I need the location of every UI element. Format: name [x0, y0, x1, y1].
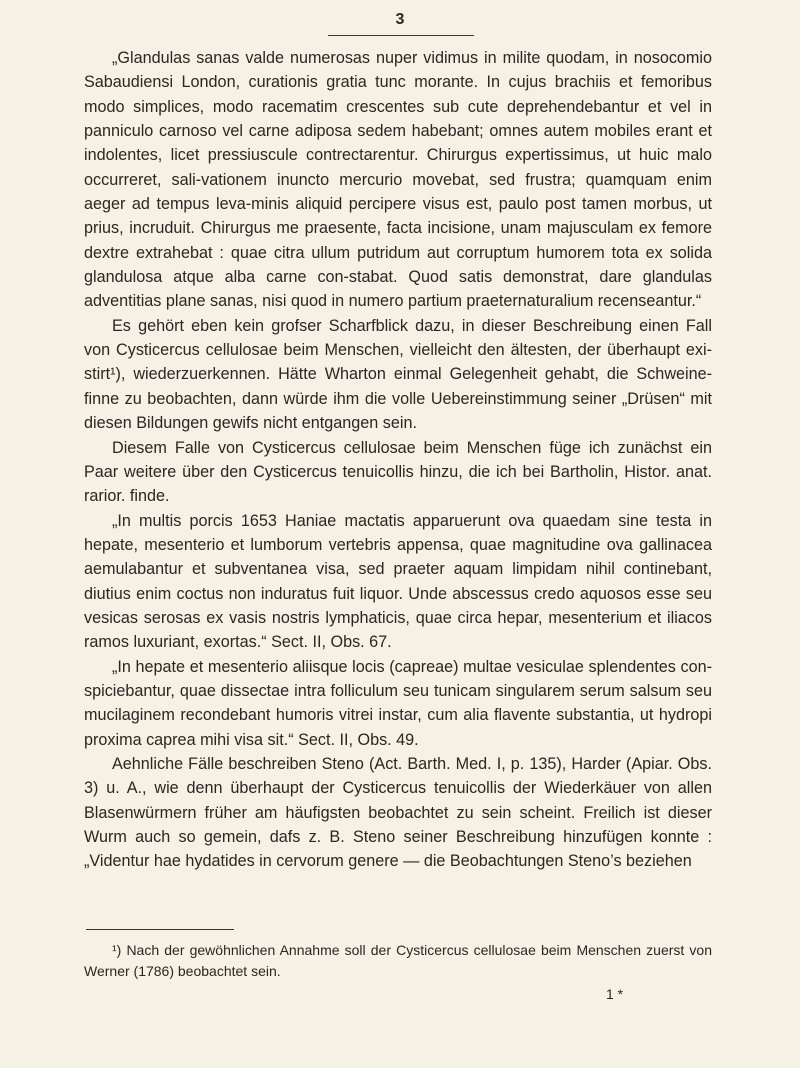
paragraph-wharton-quote: „Glandulas sanas valde numerosas nuper vidimus in milite quodam, in nosocomio Sabaudiensi London, curationis gratia tunc morante. In cujus brachiis et femoribus modo simplices, modo racematim crescentes sub cute deprehendebantur et vel in panniculo carnoso vel carne adiposa sedem habebant; omnes autem mobiles erant et indolentes, licet pressiuscule contrectarentur. Chirurgus expertissimus, ut huic malo occurreret, sali-vationem inuncto mercurio movebat, sed frustra; quamquam enim aeger ad tempus leva-minis aliquid percipere visus est, paulo post tamen morbus, ut prius, incruduit. Chirurgus me praesente, facta incisione, unam majusculam ex femore dextre extrahebat : quae citra ullum putridum aut corruptum humorem tota ex solida glandulosa atque alba carne con-stabat. Quod satis demonstrat, dare glandulas adventitias plane sanas, nisi quod in numero partium praeternaturalium recenseantur.“	[84, 49, 712, 311]
paragraph-bartholin-intro: Diesem Falle von Cysticercus cellulosae beim Menschen füge ich zunächst ein Paar weitere über den Cysticercus tenuicollis hinzu, die ich bei Bartholin, Histor. anat. rarior. finde.	[84, 438, 712, 506]
footnote: ¹) Nach der gewöhnlichen Annahme soll der Cysticercus cellulosae beim Menschen zuerst von Werner (1786) beobachtet sein.	[84, 942, 712, 979]
paragraph-porcis-quote: „In multis porcis 1653 Haniae mactatis apparuerunt ova quaedam sine testa in hepate, mesenterio et lumborum vertebris appensa, quae magnitudine ova gallinacea aemulabantur et subventanea visa, sed praeter aquam limpidam nihil continebant, diutius enim coctus non induratus fuit liquor. Unde abscessus credo aquosos esse seu vesicas serosas ex vasis nostris lymphaticis, quae circa hepar, mesenterium et iliacos ramos luxuriant, exortas.“ Sect. II, Obs. 67.	[84, 511, 712, 652]
page-number: 3	[395, 11, 405, 28]
paragraph-steno-harder: Aehnliche Fälle beschreiben Steno (Act. Barth. Med. I, p. 135), Harder (Apiar. Obs. 3) u. A., wie denn überhaupt der Cysticercus tenuicollis der Wiederkäuer von allen Blasenwürmern früher am häufigsten beobachtet zu sein scheint. Freilich ist dieser Wurm auch so gemein, dafs z. B. Steno seiner Beschreibung hinzufügen konnte : „Videntur hae hydatides in cervorum genere — die Beobachtungen Steno’s beziehen	[84, 754, 712, 871]
body-text	[84, 46, 712, 874]
signature-mark: 1 *	[606, 986, 624, 1002]
footnote-rule	[86, 929, 234, 930]
paragraph-capreae-quote: „In hepate et mesenterio aliisque locis (capreae) multae vesiculae splendentes con-spiciebantur, quae dissectae intra folliculum seu tunicam singularem serum salsum seu mucilaginem recondebant humoris vitrei instar, cum alia flavente substantia, ut hydropi proxima caprea mihi visa sit.“ Sect. II, Obs. 49.	[84, 657, 712, 749]
header-rule	[328, 35, 474, 36]
paragraph-cysticercus-cellulosae: Es gehört eben kein grofser Scharfblick dazu, in dieser Beschreibung einen Fall von Cysticercus cellulosae beim Menschen, vielleicht den ältesten, der überhaupt exi-stirt¹), wiederzuerkennen. Hätte Wharton einmal Gelegenheit gehabt, die Schweine-finne zu beobachten, dann würde ihm die volle Uebereinstimmung seiner „Drüsen“ mit diesen Bildungen gewifs nicht entgangen sein.	[84, 316, 712, 433]
